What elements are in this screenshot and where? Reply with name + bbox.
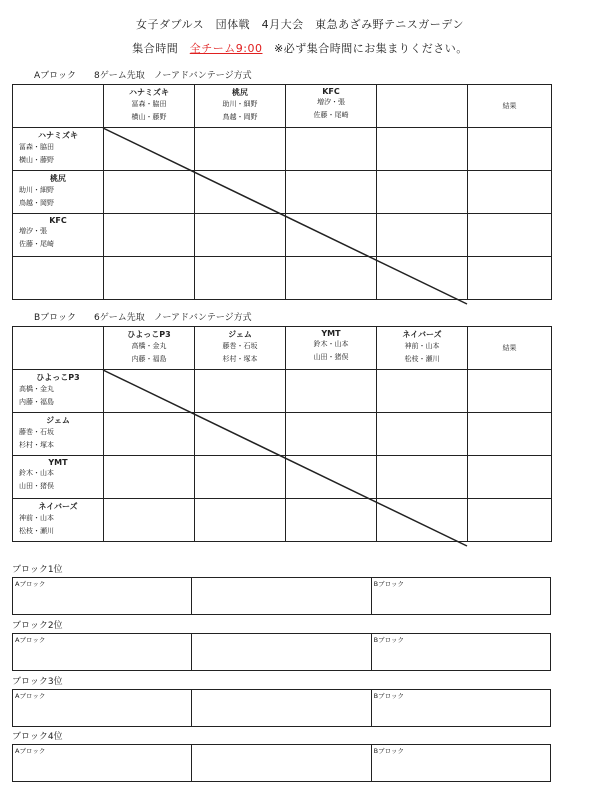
score-cell[interactable]: [104, 257, 195, 300]
corner-cell: [13, 327, 104, 370]
score-cell[interactable]: [286, 171, 377, 214]
team-name: YMT: [48, 458, 68, 467]
table-row: [13, 690, 551, 727]
pair-1: 高橋・金丸: [131, 342, 167, 350]
team-name: ジェム: [228, 330, 252, 339]
table-row: [13, 745, 551, 782]
pair-2: 佐藤・尾崎: [19, 240, 54, 248]
middle-cell[interactable]: [192, 634, 371, 671]
rank-2-label: ブロック2位: [12, 621, 63, 631]
row-team-header: [13, 128, 104, 171]
pair-1: 鈴木・山本: [313, 340, 349, 348]
result-cell[interactable]: [468, 456, 552, 499]
pair-2: 横山・藤野: [131, 113, 167, 121]
row-team-header: [13, 214, 104, 257]
score-cell[interactable]: [377, 499, 468, 542]
team-name: 桃尻: [50, 174, 66, 183]
team-name: ハナミズキ: [38, 131, 78, 140]
row-empty-header: [13, 257, 104, 300]
block-a-cell[interactable]: Aブロック: [13, 578, 192, 615]
pair-1: 藤巻・石坂: [222, 342, 258, 350]
score-cell[interactable]: [104, 456, 195, 499]
table-row: [13, 370, 552, 413]
result-cell[interactable]: [468, 257, 552, 300]
table-row: [13, 499, 552, 542]
score-cell[interactable]: [286, 370, 377, 413]
table-row: [13, 257, 552, 300]
team-name: YMT: [321, 329, 341, 338]
score-cell[interactable]: [195, 456, 286, 499]
team-name: ひよっこP3: [127, 330, 171, 339]
block-b-header-row: [13, 327, 552, 370]
pair-1: 冨森・脇田: [131, 100, 167, 108]
score-cell[interactable]: [286, 128, 377, 171]
score-cell[interactable]: [377, 370, 468, 413]
col-team-header: [104, 85, 195, 128]
block-b-cell[interactable]: Bブロック: [371, 745, 550, 782]
score-cell[interactable]: [104, 171, 195, 214]
row-team-header: [13, 370, 104, 413]
pair-2: 鳥越・岡野: [19, 199, 54, 207]
score-cell[interactable]: [104, 128, 195, 171]
pair-2: 横山・藤野: [19, 156, 54, 164]
score-cell[interactable]: [377, 413, 468, 456]
meeting-time-line: [0, 40, 600, 56]
score-cell[interactable]: [195, 171, 286, 214]
meeting-time-note: ※必ず集合時間にお集まりください。: [262, 42, 468, 55]
table-row: [13, 578, 551, 615]
score-cell[interactable]: [377, 257, 468, 300]
pair-2: 内藤・福島: [131, 355, 167, 363]
score-cell[interactable]: [195, 499, 286, 542]
block-a-header-row: [13, 85, 552, 128]
block-a-table: [12, 84, 552, 300]
pair-1: 神前・山本: [404, 342, 440, 350]
table-row: [13, 413, 552, 456]
pair-1: 鈴木・山本: [19, 469, 54, 477]
block-b-label: Bブロック 6ゲーム先取 ノーアドバンテージ方式: [34, 313, 252, 323]
col-team-header: [286, 85, 377, 128]
table-row: [13, 171, 552, 214]
meeting-time-highlight: 全チーム9:00: [189, 42, 263, 55]
table-row: [13, 634, 551, 671]
table-row: [13, 128, 552, 171]
score-cell[interactable]: [286, 413, 377, 456]
block-b-cell[interactable]: Bブロック: [371, 690, 550, 727]
pair-2: 松枝・瀬川: [19, 527, 54, 535]
table-row: [13, 214, 552, 257]
pair-2: 山田・猪俣: [19, 482, 54, 490]
rank-4-label: ブロック4位: [12, 732, 63, 742]
pair-1: 高橋・金丸: [19, 385, 54, 393]
block-b-table: [12, 326, 552, 542]
pair-1: 藤巻・石坂: [19, 428, 54, 436]
block-b-cell[interactable]: Bブロック: [371, 578, 550, 615]
col-team-header: [195, 85, 286, 128]
result-cell[interactable]: [468, 128, 552, 171]
rank-1-label: ブロック1位: [12, 565, 63, 575]
col-team-header: [195, 327, 286, 370]
score-cell[interactable]: [104, 499, 195, 542]
middle-cell[interactable]: [192, 745, 371, 782]
team-name: ひよっこP3: [36, 373, 80, 382]
team-name: 桃尻: [232, 88, 248, 97]
score-cell[interactable]: [195, 413, 286, 456]
score-cell[interactable]: [286, 214, 377, 257]
rank-1-table: [12, 577, 551, 615]
table-row: [13, 456, 552, 499]
result-cell[interactable]: [468, 370, 552, 413]
pair-2: 松枝・瀬川: [404, 355, 440, 363]
pair-1: 助川・細野: [222, 100, 258, 108]
rank-4-table: [12, 744, 551, 782]
team-name: KFC: [322, 87, 340, 96]
pair-1: 助川・細野: [19, 186, 54, 194]
score-cell[interactable]: [104, 413, 195, 456]
block-a-cell[interactable]: Aブロック: [13, 634, 192, 671]
score-cell[interactable]: [377, 128, 468, 171]
middle-cell[interactable]: [192, 578, 371, 615]
score-cell[interactable]: [286, 456, 377, 499]
col-team-header: [104, 327, 195, 370]
result-header: 結果: [468, 327, 552, 370]
pair-1: 増汐・張: [19, 227, 47, 235]
score-cell[interactable]: [377, 214, 468, 257]
result-cell[interactable]: [468, 171, 552, 214]
block-a-cell[interactable]: Aブロック: [13, 745, 192, 782]
row-team-header: [13, 499, 104, 542]
pair-1: 冨森・脇田: [19, 143, 54, 151]
team-name: ネイバーズ: [38, 502, 78, 511]
row-team-header: [13, 456, 104, 499]
score-cell[interactable]: [104, 214, 195, 257]
block-a-label: Aブロック 8ゲーム先取 ノーアドバンテージ方式: [34, 71, 252, 81]
corner-cell: [13, 85, 104, 128]
score-cell[interactable]: [377, 171, 468, 214]
result-cell[interactable]: [468, 413, 552, 456]
pair-2: 杉村・塚本: [19, 441, 54, 449]
block-a-cell[interactable]: Aブロック: [13, 690, 192, 727]
row-team-header: [13, 413, 104, 456]
pair-1: 増汐・張: [317, 98, 345, 106]
score-cell[interactable]: [195, 370, 286, 413]
score-cell[interactable]: [195, 128, 286, 171]
col-team-header: [286, 327, 377, 370]
team-name: KFC: [49, 216, 67, 225]
rank-3-table: [12, 689, 551, 727]
result-header: 結果: [468, 85, 552, 128]
result-cell[interactable]: [468, 214, 552, 257]
rank-3-label: ブロック3位: [12, 677, 63, 687]
document-title: 女子ダブルス 団体戦 4月大会 東急あざみ野テニスガーデン: [135, 18, 465, 31]
score-cell[interactable]: [195, 214, 286, 257]
meeting-time-prefix: 集合時間: [132, 42, 190, 55]
score-cell[interactable]: [286, 257, 377, 300]
col-team-header: [377, 327, 468, 370]
pair-1: 神前・山本: [19, 514, 54, 522]
pair-2: 杉村・塚本: [222, 355, 258, 363]
col-empty-header: [377, 85, 468, 128]
score-cell[interactable]: [104, 370, 195, 413]
score-cell[interactable]: [377, 456, 468, 499]
row-team-header: [13, 171, 104, 214]
pair-2: 内藤・福島: [19, 398, 54, 406]
team-name: ネイバーズ: [402, 330, 442, 339]
pair-2: 佐藤・尾崎: [313, 111, 349, 119]
result-cell[interactable]: [468, 499, 552, 542]
pair-2: 鳥越・岡野: [222, 113, 258, 121]
team-name: ハナミズキ: [129, 88, 169, 97]
block-b-cell[interactable]: Bブロック: [371, 634, 550, 671]
score-cell[interactable]: [195, 257, 286, 300]
rank-2-table: [12, 633, 551, 671]
team-name: ジェム: [46, 416, 70, 425]
middle-cell[interactable]: [192, 690, 371, 727]
pair-2: 山田・猪俣: [313, 353, 349, 361]
score-cell[interactable]: [286, 499, 377, 542]
